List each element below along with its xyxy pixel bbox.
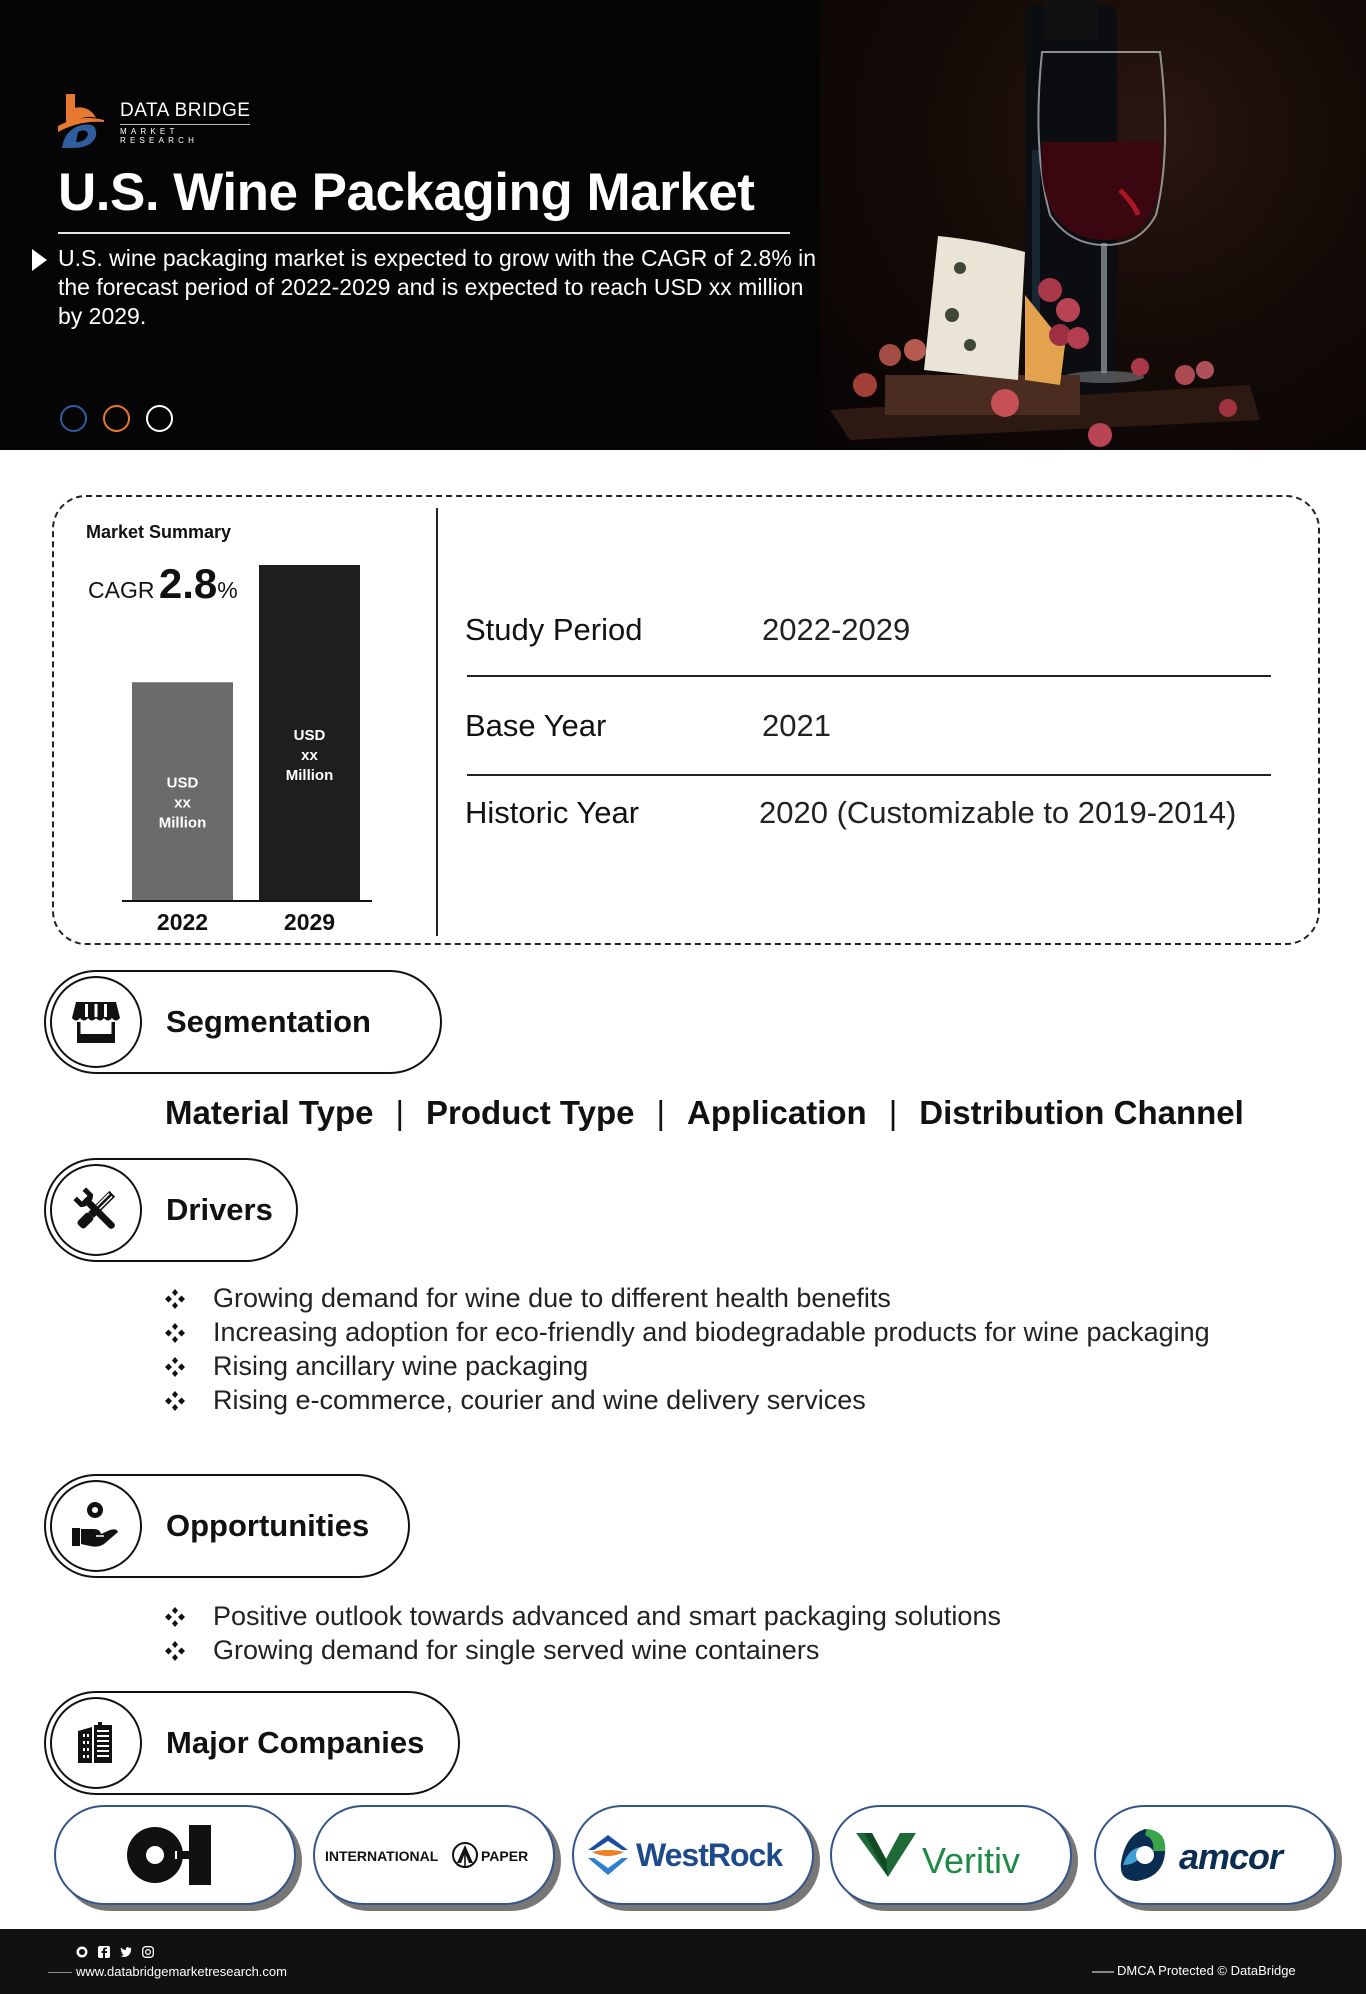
- svg-text:INTERNATIONAL: INTERNATIONAL: [325, 1848, 439, 1864]
- svg-text:Veritiv: Veritiv: [922, 1840, 1021, 1881]
- tools-icon: [69, 1183, 123, 1237]
- company-logo-international-paper[interactable]: [313, 1805, 555, 1905]
- diamond-bullet-icon: [165, 1323, 185, 1343]
- list-item: [165, 1315, 1210, 1349]
- page-title: U.S. Wine Packaging Market: [58, 163, 755, 222]
- veritiv-logo: [856, 1829, 1046, 1881]
- study-period-label: Study Period: [465, 612, 643, 647]
- segment-application[interactable]: Application: [687, 1094, 867, 1131]
- opportunities-title: Opportunities: [166, 1508, 370, 1543]
- segment-material-type[interactable]: Material Type: [165, 1094, 374, 1131]
- market-size-bar-chart: [110, 510, 380, 940]
- list-item: [165, 1633, 1001, 1667]
- row-divider: [467, 675, 1271, 677]
- segment-distribution-channel[interactable]: Distribution Channel: [919, 1094, 1244, 1131]
- logo-name: DATA BRIDGE: [120, 100, 251, 121]
- chart-bar-value-label: Million: [158, 814, 207, 832]
- drivers-list: [165, 1281, 1210, 1417]
- title-underline: [58, 232, 790, 234]
- svg-text:WestRock: WestRock: [636, 1837, 783, 1873]
- carousel-dot-blue[interactable]: [60, 405, 87, 432]
- base-year-label: Base Year: [465, 708, 607, 743]
- storefront-icon: [70, 996, 122, 1048]
- companies-icon-circle: [50, 1697, 142, 1789]
- hand-coin-icon: [68, 1498, 124, 1554]
- base-year-value: 2021: [762, 708, 831, 743]
- twitter-icon[interactable]: [120, 1946, 132, 1958]
- website-link[interactable]: www.databridgemarketresearch.com: [76, 1964, 287, 1979]
- segmentation-icon-circle: [50, 976, 142, 1068]
- opportunities-icon-circle: [50, 1480, 142, 1572]
- driver-text: Increasing adoption for eco-friendly and biodegradable products for wine packaging: [213, 1317, 1210, 1347]
- logo-divider: [120, 124, 250, 125]
- list-item: [165, 1599, 1001, 1633]
- svg-text:amcor: amcor: [1179, 1836, 1283, 1877]
- company-logo-amcor[interactable]: [1094, 1805, 1336, 1905]
- diamond-bullet-icon: [165, 1357, 185, 1377]
- company-logo-veritiv[interactable]: [830, 1805, 1072, 1905]
- diamond-bullet-icon: [165, 1289, 185, 1309]
- cagr-label: CAGR: [88, 577, 155, 603]
- carousel-dot-orange[interactable]: [103, 405, 130, 432]
- diamond-bullet-icon: [165, 1607, 185, 1627]
- driver-text: Rising e-commerce, courier and wine delivery services: [213, 1385, 866, 1415]
- opportunity-text: Positive outlook towards advanced and smart packaging solutions: [213, 1601, 1001, 1631]
- chart-x-tick-label: 2022: [156, 909, 209, 935]
- segmentation-list: [165, 1094, 1244, 1132]
- data-bridge-logo-mark: [58, 92, 118, 150]
- hero-description: U.S. wine packaging market is expected to grow with the CAGR of 2.8% in the forecast period of 2022-2029 and is expected to reach USD xx million by 2029.: [58, 245, 817, 329]
- play-arrow-icon: [32, 249, 47, 271]
- segment-separator: |: [395, 1094, 405, 1131]
- company-logo-westrock[interactable]: [572, 1805, 814, 1905]
- wine-photo: [820, 0, 1366, 450]
- social-links: [76, 1946, 154, 1958]
- chart-bar-value-label: USD: [293, 727, 326, 744]
- amcor-logo: [1115, 1825, 1315, 1885]
- list-item: [165, 1349, 1210, 1383]
- company-logo-oi[interactable]: [54, 1805, 296, 1905]
- chart-bar-value-label: USD: [166, 774, 199, 792]
- market-summary-label: Market Summary: [86, 522, 232, 542]
- logo-tagline: MARKET RESEARCH: [120, 127, 199, 145]
- segmentation-title: Segmentation: [166, 1004, 371, 1039]
- facebook-icon[interactable]: [98, 1946, 110, 1958]
- historic-year-label: Historic Year: [465, 795, 640, 830]
- opportunities-header: [44, 1474, 410, 1578]
- footer-dash: [1092, 1971, 1114, 1973]
- study-period-value: 2022-2029: [762, 612, 911, 647]
- hero-banner: [0, 0, 1366, 450]
- row-divider: [467, 774, 1271, 776]
- instagram-icon[interactable]: [142, 1946, 154, 1958]
- drivers-header: [44, 1158, 298, 1262]
- summary-divider: [436, 508, 438, 936]
- oi-logo: [125, 1820, 225, 1890]
- drivers-icon-circle: [50, 1164, 142, 1256]
- chart-bar-value-label: Million: [285, 767, 334, 784]
- international-paper-logo: [325, 1835, 543, 1875]
- buildings-icon: [74, 1721, 118, 1765]
- cagr-value: 2.8: [158, 560, 218, 607]
- driver-text: Growing demand for wine due to different health benefits: [213, 1283, 891, 1313]
- whatsapp-icon[interactable]: [76, 1946, 88, 1958]
- chart-x-tick-label: 2029: [283, 909, 336, 935]
- diamond-bullet-icon: [165, 1641, 185, 1661]
- footer: [0, 1929, 1366, 1994]
- dmca-notice: DMCA Protected © DataBridge: [1117, 1963, 1296, 1978]
- carousel-dot-white[interactable]: [146, 405, 173, 432]
- data-bridge-logo: [58, 92, 258, 152]
- segment-separator: |: [888, 1094, 898, 1131]
- svg-text:PAPER: PAPER: [481, 1848, 529, 1864]
- opportunities-list: [165, 1599, 1001, 1667]
- segmentation-header: [44, 970, 442, 1074]
- segment-separator: |: [656, 1094, 666, 1131]
- chart-bar-value-label: xx: [301, 747, 318, 764]
- chart-bar-value-label: xx: [174, 794, 191, 812]
- segment-product-type[interactable]: Product Type: [426, 1094, 635, 1131]
- footer-dash: [48, 1972, 72, 1973]
- westrock-logo: [588, 1830, 798, 1880]
- historic-year-value: 2020 (Customizable to 2019-2014): [759, 795, 1237, 830]
- list-item: [165, 1383, 1210, 1417]
- driver-text: Rising ancillary wine packaging: [213, 1351, 589, 1381]
- major-companies-title: Major Companies: [166, 1725, 425, 1760]
- major-companies-header: [44, 1691, 460, 1795]
- list-item: [165, 1281, 1210, 1315]
- opportunity-text: Growing demand for single served wine containers: [213, 1635, 820, 1665]
- cagr-unit: %: [217, 577, 238, 603]
- drivers-title: Drivers: [166, 1192, 273, 1227]
- diamond-bullet-icon: [165, 1391, 185, 1411]
